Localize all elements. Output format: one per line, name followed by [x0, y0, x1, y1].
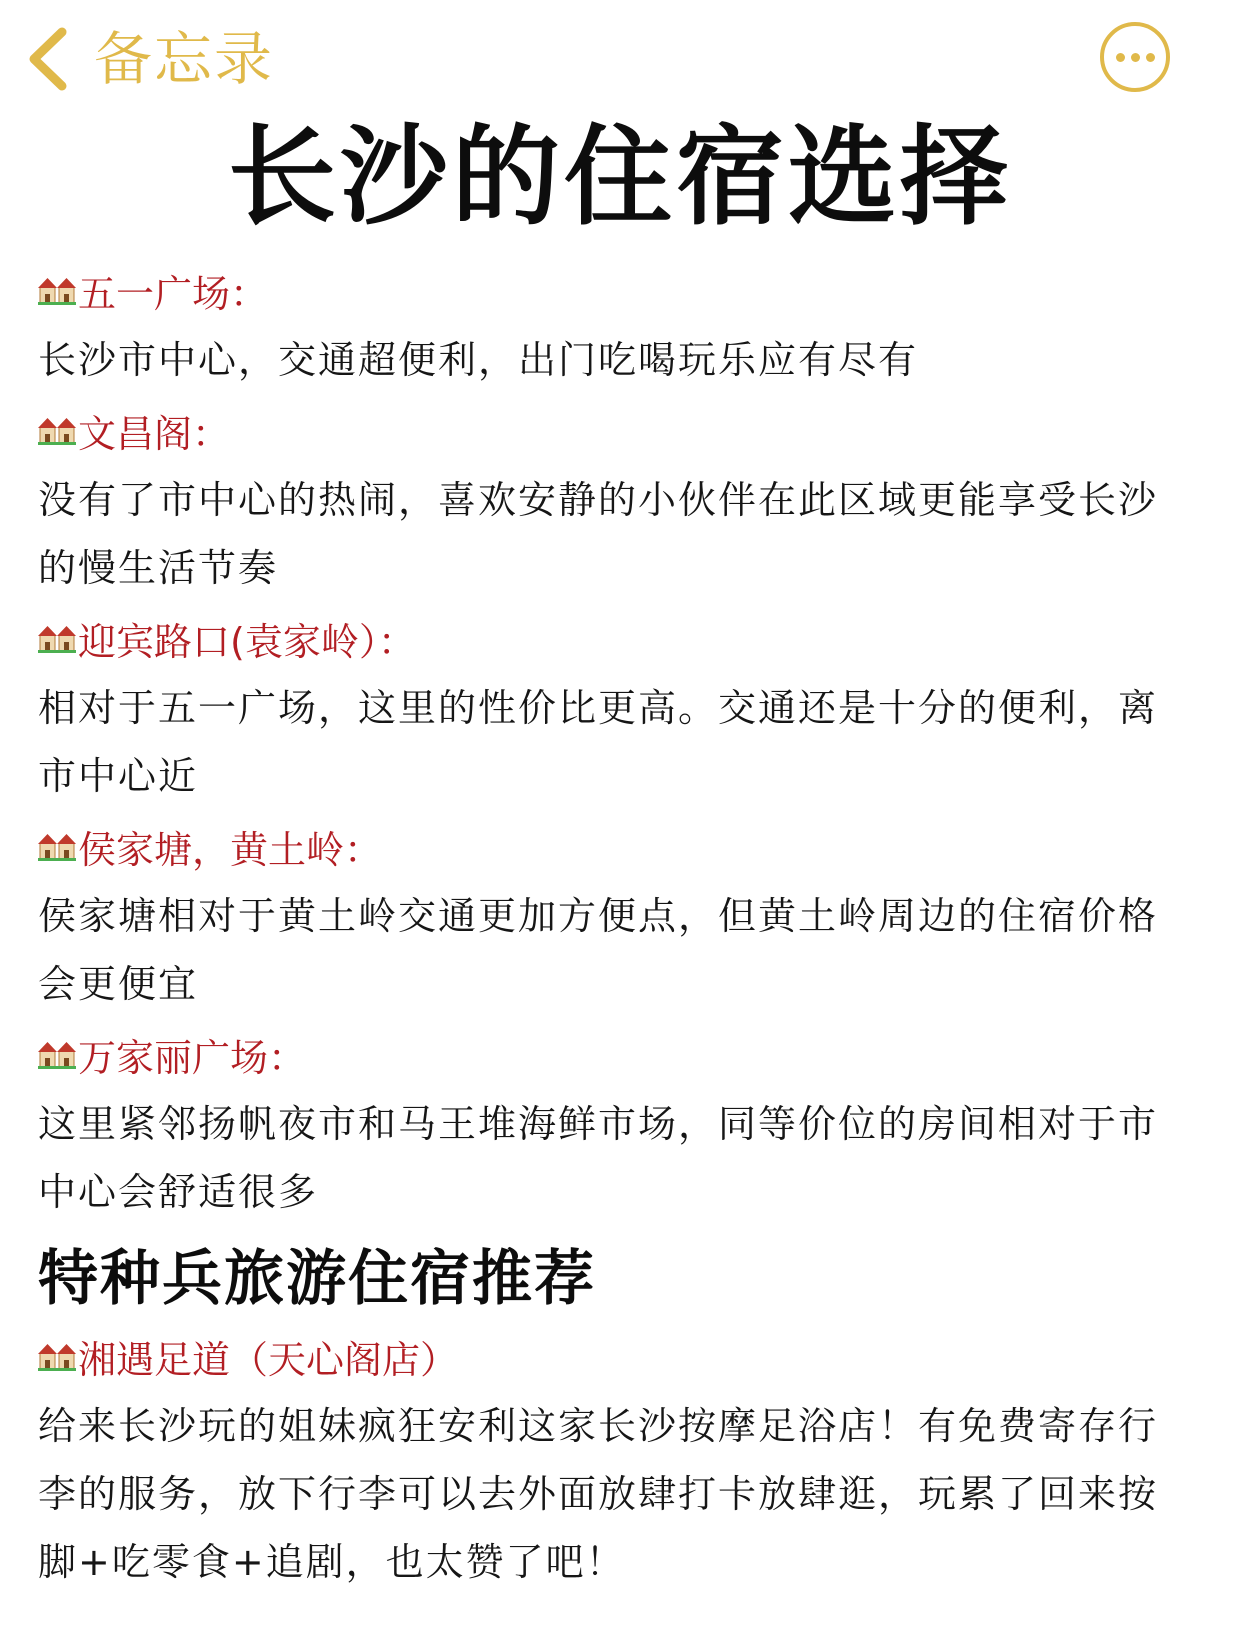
note-content — [38, 258, 1188, 1600]
section-title: 特种兵旅游住宿推荐 — [38, 1244, 596, 1314]
area-name: 万家丽广场： — [78, 1035, 307, 1080]
back-button[interactable] — [22, 20, 274, 98]
area-heading — [38, 398, 1188, 462]
area-heading — [38, 1022, 1188, 1086]
top-navigation-bar — [0, 0, 1240, 115]
area-description: 相对于五一广场，这里的性价比更高。交通还是十分的便利，离市中心近 — [38, 686, 1159, 798]
area-name: 迎宾路口(袁家岭）： — [78, 619, 416, 664]
ellipsis-dot — [1146, 53, 1155, 62]
houses-icon — [38, 1039, 76, 1069]
recommendation-name: 湘遇足道（天心阁店） — [78, 1337, 459, 1382]
houses-icon — [38, 415, 76, 445]
area-name: 侯家塘，黄土岭： — [78, 827, 383, 872]
houses-icon — [38, 1341, 76, 1371]
area-heading — [38, 606, 1188, 670]
recommendation-heading — [38, 1324, 1188, 1388]
houses-icon — [38, 831, 76, 861]
page-title: 长沙的住宿选择 — [227, 115, 1012, 240]
more-options-button[interactable] — [1100, 22, 1170, 92]
area-name: 文昌阁： — [78, 411, 231, 456]
recommendation-description: 给来长沙玩的姐妹疯狂安利这家长沙按摩足浴店！有免费寄存行李的服务，放下行李可以去外面放肆打卡放肆逛，玩累了回来按脚+吃零食+追剧，也太赞了吧！ — [38, 1404, 1159, 1584]
area-description: 没有了市中心的热闹，喜欢安静的小伙伴在此区域更能享受长沙的慢生活节奏 — [38, 478, 1159, 590]
back-label: 备忘录 — [94, 25, 275, 93]
area-heading — [38, 258, 1188, 322]
houses-icon — [38, 623, 76, 653]
chevron-left-icon — [22, 26, 74, 92]
area-heading — [38, 814, 1188, 878]
area-description: 侯家塘相对于黄土岭交通更加方便点，但黄土岭周边的住宿价格会更便宜 — [38, 894, 1159, 1006]
area-description: 这里紧邻扬帆夜市和马王堆海鲜市场，同等价位的房间相对于市中心会舒适很多 — [38, 1102, 1159, 1214]
area-name: 五一广场： — [78, 271, 269, 316]
area-description: 长沙市中心，交通超便利，出门吃喝玩乐应有尽有 — [38, 338, 919, 382]
houses-icon — [38, 275, 76, 305]
ellipsis-dot — [1131, 53, 1140, 62]
ellipsis-circle-icon — [1116, 53, 1125, 62]
